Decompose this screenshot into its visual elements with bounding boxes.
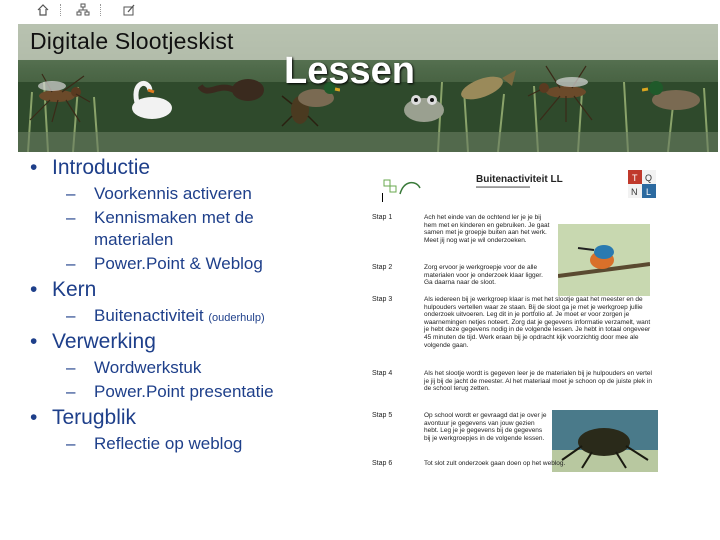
toolbar-separator xyxy=(60,4,62,16)
list-item: – Kennismaken met de xyxy=(66,208,254,227)
step-text: Zorg ervoor je werkgroepje voor de alle materialen voor je onderzoek klaar ligger. Ga daarna naar de sloot. xyxy=(424,264,543,287)
mosquito-icon xyxy=(22,72,92,124)
school-logo-icon xyxy=(382,174,422,200)
header-banner xyxy=(18,24,718,152)
list-item-continued: materialen xyxy=(94,230,174,249)
dash-icon: – xyxy=(66,184,76,203)
section-introductie xyxy=(30,156,150,180)
step-label: Stap 6 xyxy=(372,460,393,467)
step-label: Stap 2 xyxy=(372,264,393,271)
step-text: Als het slootje wordt is gegeven leer je de materialen bij je hulpouders en vertel je jij bij de jacht de meester. Al het materiaal moet je schoon op de juiste plek in de school terug zetten. xyxy=(424,370,652,393)
list-item: – Wordwerkstuk xyxy=(66,358,202,377)
bullet-icon: • xyxy=(30,156,38,179)
list-item: – Buitenactiviteit (ouderhulp) xyxy=(66,306,265,325)
step-label: Stap 3 xyxy=(372,296,393,303)
tadpole-icon xyxy=(198,68,268,108)
logo-letter: T xyxy=(632,173,638,183)
logo-letter: Q xyxy=(645,173,653,183)
mosquito-icon xyxy=(526,62,606,124)
section-label: Terugblik xyxy=(52,406,137,429)
list-item: – Reflectie op weblog xyxy=(66,434,243,453)
section-label: Verwerking xyxy=(52,330,156,353)
bullet-icon: • xyxy=(30,330,38,353)
frog-icon xyxy=(394,88,454,128)
swan-icon xyxy=(124,72,176,122)
list-item: – Power.Point & Weblog xyxy=(66,254,263,273)
document-heading: Buitenactiviteit LL xyxy=(476,174,563,185)
dash-icon: – xyxy=(66,254,76,273)
toolbar-separator xyxy=(100,4,102,16)
tqnl-logo-icon xyxy=(628,170,656,198)
section-kern xyxy=(30,278,96,302)
text-cursor xyxy=(382,193,383,202)
dash-icon: – xyxy=(66,208,76,227)
home-icon[interactable] xyxy=(36,3,50,17)
dash-icon: – xyxy=(66,434,76,453)
banner-title: Digitale Slootjeskist xyxy=(30,28,234,54)
step-label: Stap 5 xyxy=(372,412,393,419)
dash-icon: – xyxy=(66,358,76,377)
fish-icon xyxy=(448,66,518,110)
document-subheading: ▬▬▬▬▬▬▬▬▬ xyxy=(476,184,530,190)
toolbar xyxy=(0,0,720,22)
kingfisher-image xyxy=(558,224,650,296)
section-label: Kern xyxy=(52,278,97,301)
bullet-icon: • xyxy=(30,278,38,301)
step-text: Op school wordt er gevraagd dat je over je avontuur je gegevens van jouw gezien hebt. Leg je je gegevens bij de gegevens bij je werkgroepjes in de volgende lessen. xyxy=(424,412,547,442)
dash-icon: – xyxy=(66,306,76,325)
logo-letter: L xyxy=(646,187,652,197)
note: (ouderhulp) xyxy=(208,312,265,324)
step-text: Als iedereen bij je werkgroep klaar is met het slootje gaat het meester en de hulpouders vertellen waar ze staan. Bij de sloot ga je met je werkgroep jullie onderzoek uitvoeren. Leg dit in je portfolio af. Je moet er voor zorgen je waarnemingen netjes noteert. Zorg dat je gegevens informatie verzamelt, want je hebt deze gegevens nodig in de volgende lessen. Je hebt in totaal ongeveer 45 minuten de tijd. Werk eraan bij je opdracht kijk voorzichtig door mee ale volgende gaan. xyxy=(424,296,651,349)
edit-icon[interactable] xyxy=(122,3,136,17)
section-label: Introductie xyxy=(52,156,151,179)
step-text: Ach het einde van de ochtend ler je je bij hem met en kinderen en gebruiken. Je gaat samen met je groepje buiten aan het werk. Meet jij nog wat je wil onderzoeken. xyxy=(424,214,550,244)
bullet-icon: • xyxy=(30,406,38,429)
step-text: Tot slot zult onderzoek gaan doen op het weblog. xyxy=(424,460,566,467)
step-label: Stap 4 xyxy=(372,370,393,377)
step-label: Stap 1 xyxy=(372,214,393,221)
duck-icon xyxy=(642,76,714,114)
list-item: – Power.Point presentatie xyxy=(66,382,274,401)
lesson-title: Lessen xyxy=(284,50,415,92)
section-terugblik xyxy=(30,406,136,430)
dash-icon: – xyxy=(66,382,76,401)
list-item: – Voorkennis activeren xyxy=(66,184,252,203)
logo-letter: N xyxy=(631,187,638,197)
network-icon[interactable] xyxy=(76,3,90,17)
section-verwerking xyxy=(30,330,156,354)
activity-document xyxy=(372,162,666,478)
